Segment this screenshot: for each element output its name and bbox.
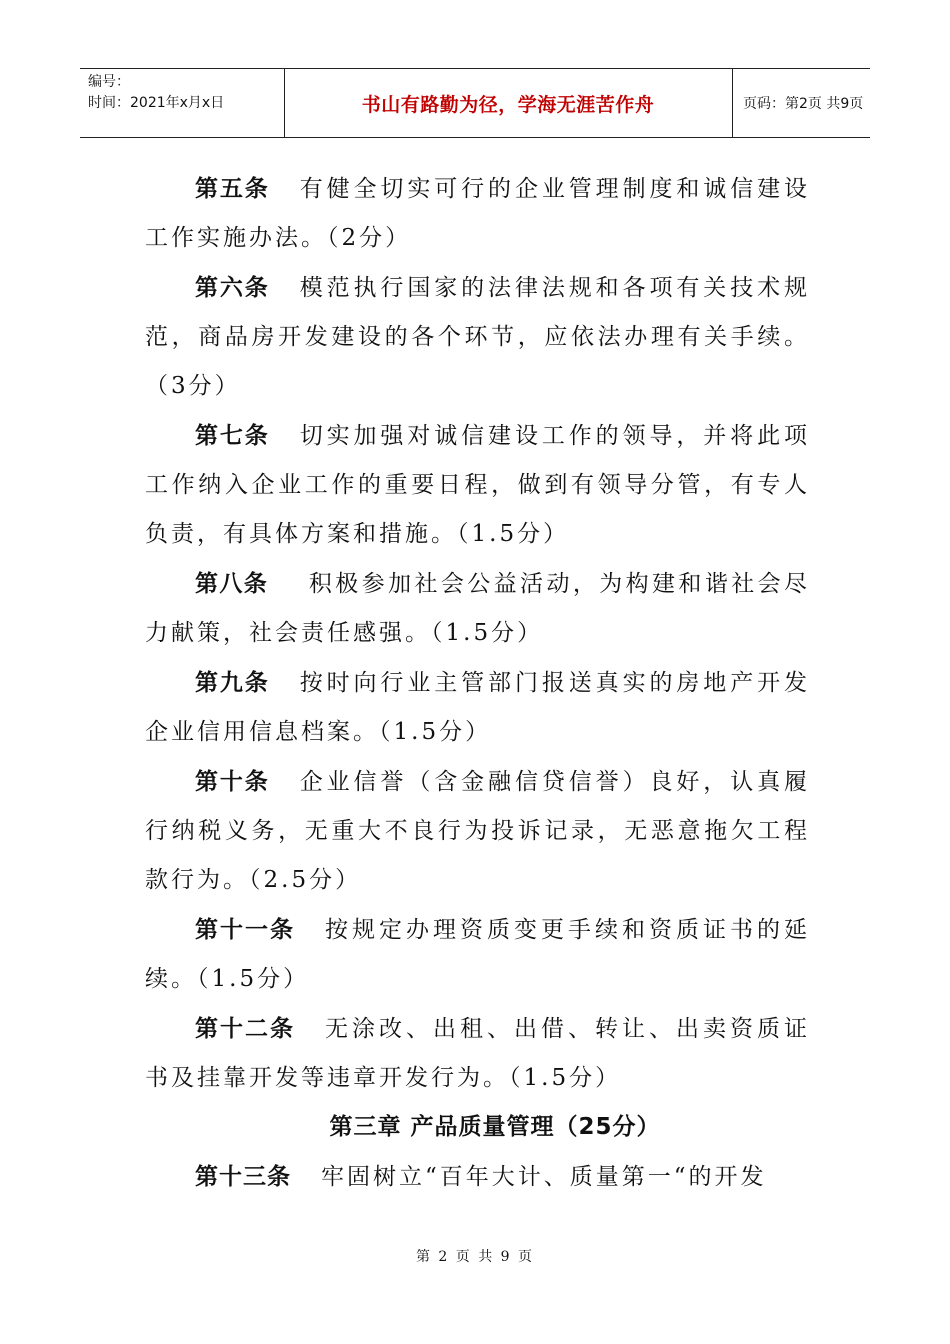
- article-text: 企业信誉（含金融信贷信誉）良好，认真履行纳税义务，无重大不良行为投诉记录，无恶意拖欠工程款行为。（2.5分）: [145, 769, 811, 893]
- article-7: [145, 411, 810, 559]
- article-text: 无涂改、出租、出借、转让、出卖资质证书及挂靠开发等违章开发行为。（1.5分）: [145, 1016, 810, 1091]
- page-footer: 第 2 页 共 9 页: [415, 1249, 535, 1265]
- header-motto: 书山有路勤为径，学海无涯苦作舟: [361, 93, 655, 116]
- article-text: 切实加强对诚信建设工作的领导，并将此项工作纳入企业工作的重要日程，做到有领导分管，有专人负责，有具体方案和措施。（1.5分）: [145, 423, 811, 547]
- article-label: 第八条: [195, 570, 269, 597]
- article-label: 第七条: [195, 422, 270, 449]
- article-label: 第十一条: [195, 916, 295, 943]
- header-page-cell: [733, 69, 870, 137]
- article-text: 按时向行业主管部门报送真实的房地产开发企业信用信息档案。（1.5分）: [145, 670, 811, 745]
- article-8: [145, 559, 810, 658]
- article-label: 第十二条: [195, 1015, 295, 1042]
- article-label: 第十三条: [195, 1163, 291, 1190]
- article-5: [145, 164, 810, 263]
- article-10: [145, 757, 810, 905]
- article-11: [145, 905, 810, 1004]
- article-label: 第九条: [195, 669, 270, 696]
- article-label: 第十条: [195, 768, 270, 795]
- header-motto-cell: [284, 69, 733, 137]
- article-label: 第五条: [195, 175, 270, 202]
- article-text: 有健全切实可行的企业管理制度和诚信建设工作实施办法。（2分）: [145, 176, 811, 251]
- chapter-heading: 第三章 产品质量管理（25分）: [329, 1114, 661, 1140]
- article-text: 牢固树立“百年大计、质量第一“的开发: [321, 1164, 767, 1190]
- article-6: [145, 263, 810, 411]
- article-text: 积极参加社会公益活动，为构建和谐社会尽力献策，社会责任感强。（1.5分）: [145, 571, 811, 646]
- article-text: 模范执行国家的法律法规和各项有关技术规范，商品房开发建设的各个环节，应依法办理有关手续。（3分）: [145, 275, 811, 399]
- article-text: 按规定办理资质变更手续和资质证书的延续。（1.5分）: [145, 917, 810, 992]
- document-body: [145, 164, 810, 1202]
- article-12: [145, 1004, 810, 1103]
- header-left-cell: [80, 69, 285, 137]
- article-13: [145, 1152, 810, 1202]
- article-label: 第六条: [195, 274, 270, 301]
- header-page-info: 页码：第2页 共9页: [743, 96, 864, 112]
- document-date-label: 时间：2021年x月x日: [88, 95, 225, 111]
- document-number-label: 编号：: [88, 74, 130, 90]
- article-9: [145, 658, 810, 757]
- document-header: [80, 68, 870, 138]
